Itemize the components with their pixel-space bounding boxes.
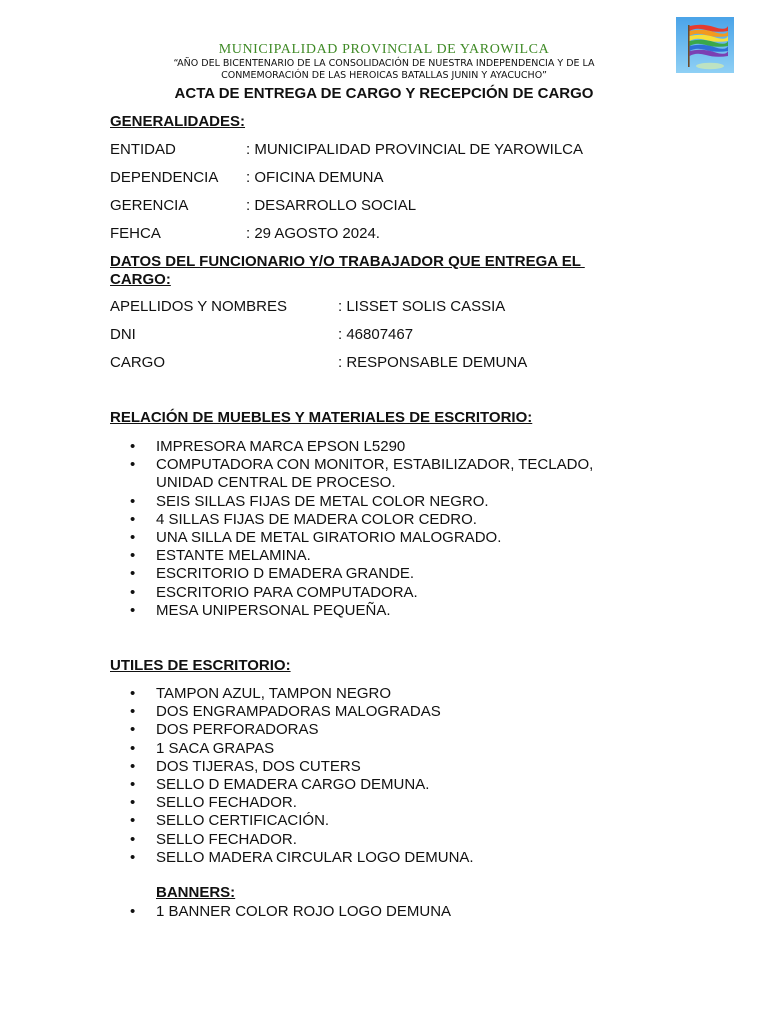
list-item: • SEIS SILLAS FIJAS DE METAL COLOR NEGRO. <box>110 493 630 511</box>
field-label: FEHCA <box>110 225 161 242</box>
field-value: : 46807467 <box>338 326 414 343</box>
list-item: • 1 BANNER COLOR ROJO LOGO DEMUNA <box>110 903 630 921</box>
list-item: • DOS TIJERAS, DOS CUTERS <box>110 758 630 776</box>
motto-line-1: “AÑO DEL BICENTENARIO DE LA CONSOLIDACIÓN DE NUESTRA INDEPENDENCIA Y DE LA <box>173 58 595 69</box>
field-label: DNI <box>110 326 136 343</box>
list-item: • SELLO CERTIFICACIÓN. <box>110 812 630 830</box>
field-label: CARGO <box>110 354 166 371</box>
section-heading-muebles: RELACIÓN DE MUEBLES Y MATERIALES DE ESCRITORIO: <box>110 409 533 426</box>
field-label: DEPENDENCIA <box>110 169 219 186</box>
list-item: • COMPUTADORA CON MONITOR, ESTABILIZADOR, TECLADO, UNIDAD CENTRAL DE PROCESO. <box>110 456 630 492</box>
banners-list <box>110 903 630 921</box>
section-heading-line: CARGO: <box>110 271 171 288</box>
field-label: GERENCIA <box>110 197 189 214</box>
list-item: • ESTANTE MELAMINA. <box>110 547 630 565</box>
field-value: : MUNICIPALIDAD PROVINCIAL DE YAROWILCA <box>246 141 584 158</box>
section-heading-line: DATOS DEL FUNCIONARIO Y/O TRABAJADOR QUE ENTREGA EL <box>110 253 585 270</box>
field-value: : 29 AGOSTO 2024. <box>246 225 380 242</box>
list-item: • DOS PERFORADORAS <box>110 721 630 739</box>
utiles-list <box>110 685 630 867</box>
section-heading-generalidades: GENERALIDADES: <box>110 113 246 130</box>
section-heading-banners: BANNERS: <box>156 884 236 901</box>
field-value: : DESARROLLO SOCIAL <box>246 197 417 214</box>
list-item: • SELLO FECHADOR. <box>110 831 630 849</box>
field-value: : RESPONSABLE DEMUNA <box>338 354 528 371</box>
motto <box>148 58 620 82</box>
org-name: MUNICIPALIDAD PROVINCIAL DE YAROWILCA <box>218 42 550 57</box>
list-item: • SELLO D EMADERA CARGO DEMUNA. <box>110 776 630 794</box>
list-item: • TAMPON AZUL, TAMPON NEGRO <box>110 685 630 703</box>
field-label: APELLIDOS Y NOMBRES <box>110 298 288 315</box>
list-item: • 4 SILLAS FIJAS DE MADERA COLOR CEDRO. <box>110 511 630 529</box>
field-label: ENTIDAD <box>110 141 176 158</box>
list-item: • IMPRESORA MARCA EPSON L5290 <box>110 438 630 456</box>
list-item: • SELLO MADERA CIRCULAR LOGO DEMUNA. <box>110 849 630 867</box>
list-item: • MESA UNIPERSONAL PEQUEÑA. <box>110 602 630 620</box>
list-item: • DOS ENGRAMPADORAS MALOGRADAS <box>110 703 630 721</box>
list-item: • ESCRITORIO D EMADERA GRANDE. <box>110 565 630 583</box>
list-item: • ESCRITORIO PARA COMPUTADORA. <box>110 584 630 602</box>
section-heading-utiles: UTILES DE ESCRITORIO: <box>110 657 291 674</box>
motto-line-2: CONMEMORACIÓN DE LAS HEROICAS BATALLAS JUNIN Y AYACUCHO” <box>221 70 547 81</box>
muebles-list <box>110 438 630 620</box>
rainbow-flag-logo-icon <box>676 17 734 73</box>
section-heading-funcionario <box>110 253 585 289</box>
list-item: • SELLO FECHADOR. <box>110 794 630 812</box>
field-value: : LISSET SOLIS CASSIA <box>338 298 506 315</box>
list-item: • 1 SACA GRAPAS <box>110 740 630 758</box>
document-title: ACTA DE ENTREGA DE CARGO Y RECEPCIÓN DE CARGO <box>174 85 594 102</box>
field-value: : OFICINA DEMUNA <box>246 169 384 186</box>
list-item: • UNA SILLA DE METAL GIRATORIO MALOGRADO. <box>110 529 630 547</box>
